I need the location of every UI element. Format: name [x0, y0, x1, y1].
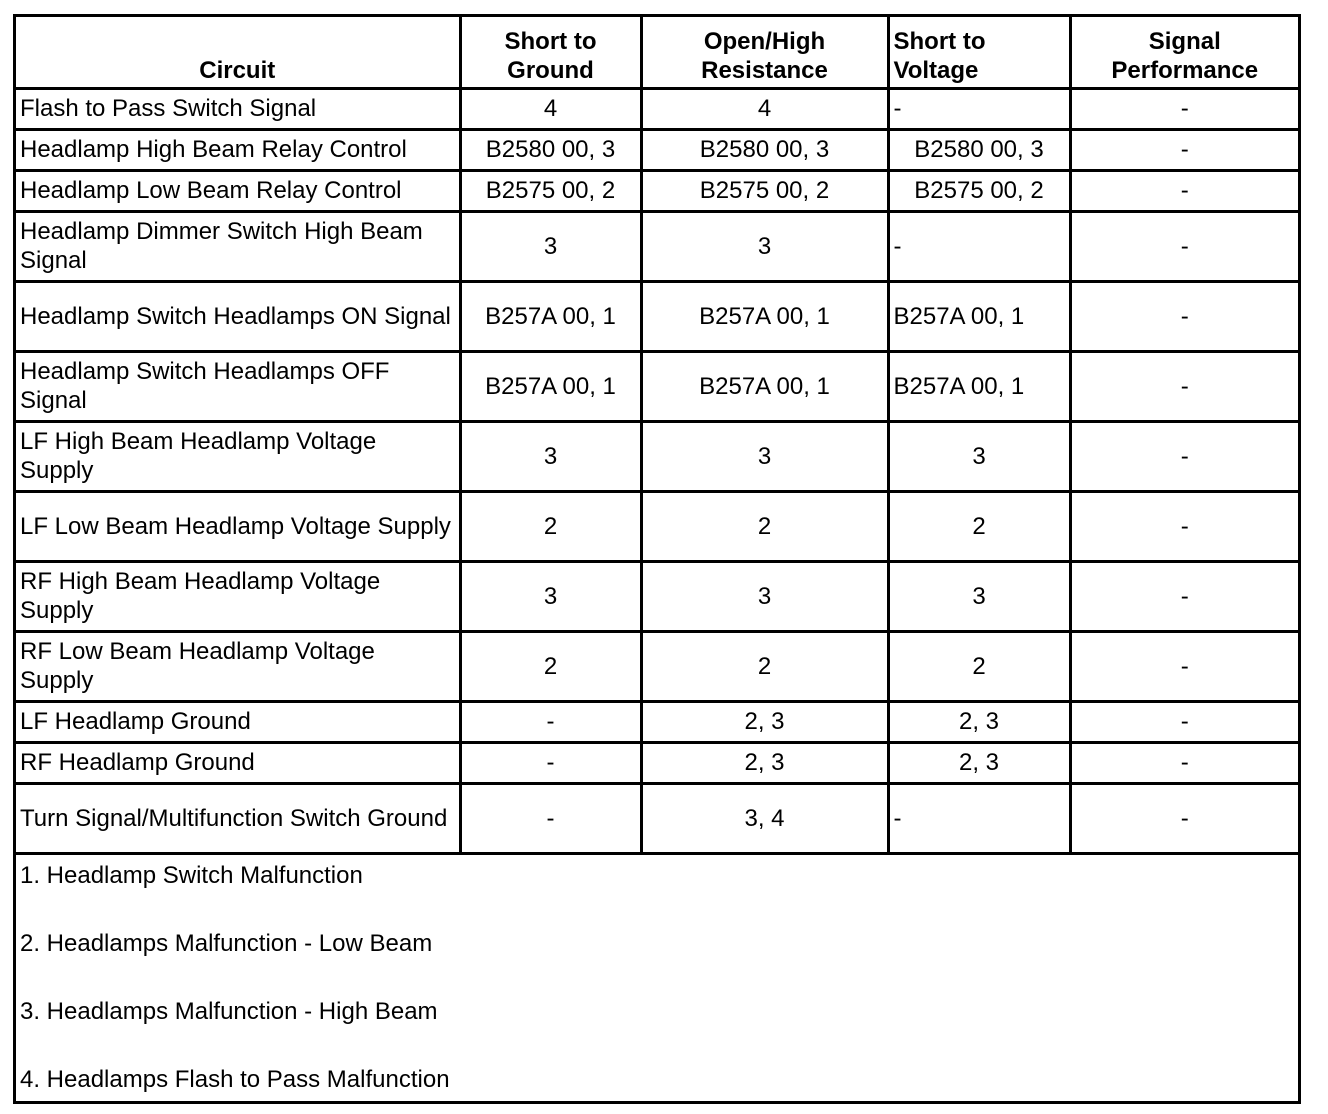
open-high-resistance-cell: 2: [641, 631, 888, 701]
footnote: 3. Headlamps Malfunction - High Beam: [20, 997, 438, 1025]
open-high-resistance-cell: B2580 00, 3: [641, 129, 888, 170]
open-high-resistance-cell: 2, 3: [641, 742, 888, 783]
open-high-resistance-cell: 3, 4: [641, 783, 888, 853]
short-to-voltage-cell: B257A 00, 1: [888, 351, 1070, 421]
open-high-resistance-cell: 4: [641, 88, 888, 129]
short-to-voltage-cell: -: [888, 88, 1070, 129]
table-row: [16, 631, 1298, 701]
short-to-voltage-cell: 2: [888, 491, 1070, 561]
circuit-cell: RF Headlamp Ground: [16, 742, 460, 783]
short-to-ground-cell: -: [460, 783, 641, 853]
short-to-voltage-cell: B257A 00, 1: [888, 281, 1070, 351]
open-high-resistance-cell: 3: [641, 211, 888, 281]
signal-performance-cell: -: [1070, 211, 1298, 281]
table-row: [16, 281, 1298, 351]
signal-performance-cell: -: [1070, 351, 1298, 421]
circuit-cell: RF High Beam Headlamp Voltage Supply: [16, 561, 460, 631]
short-to-voltage-cell: 3: [888, 421, 1070, 491]
table-row: [16, 170, 1298, 211]
header-circuit: Circuit: [16, 17, 460, 88]
signal-performance-cell: -: [1070, 421, 1298, 491]
table-row: [16, 88, 1298, 129]
header-signal-performance: Signal Performance: [1070, 17, 1298, 88]
short-to-ground-cell: B2580 00, 3: [460, 129, 641, 170]
open-high-resistance-cell: B257A 00, 1: [641, 281, 888, 351]
short-to-voltage-cell: B2575 00, 2: [888, 170, 1070, 211]
open-high-resistance-cell: 3: [641, 561, 888, 631]
table-row: [16, 742, 1298, 783]
circuit-cell: Headlamp Low Beam Relay Control: [16, 170, 460, 211]
short-to-ground-cell: B257A 00, 1: [460, 351, 641, 421]
signal-performance-cell: -: [1070, 281, 1298, 351]
table-header-row: [16, 17, 1298, 88]
signal-performance-cell: -: [1070, 170, 1298, 211]
circuit-cell: Turn Signal/Multifunction Switch Ground: [16, 783, 460, 853]
signal-performance-cell: -: [1070, 783, 1298, 853]
short-to-voltage-cell: 3: [888, 561, 1070, 631]
table-row: [16, 561, 1298, 631]
footnote: 2. Headlamps Malfunction - Low Beam: [20, 929, 433, 957]
short-to-ground-cell: 3: [460, 421, 641, 491]
footnote: 4. Headlamps Flash to Pass Malfunction: [20, 1065, 450, 1093]
short-to-voltage-cell: -: [888, 783, 1070, 853]
short-to-voltage-cell: B2580 00, 3: [888, 129, 1070, 170]
circuit-cell: Headlamp Dimmer Switch High Beam Signal: [16, 211, 460, 281]
table-row: [16, 701, 1298, 742]
signal-performance-cell: -: [1070, 742, 1298, 783]
short-to-ground-cell: 4: [460, 88, 641, 129]
header-open-high-resistance: Open/High Resistance: [641, 17, 888, 88]
signal-performance-cell: -: [1070, 631, 1298, 701]
circuit-cell: Flash to Pass Switch Signal: [16, 88, 460, 129]
circuit-diagnostic-table: [13, 14, 1301, 1104]
table-row: [16, 491, 1298, 561]
short-to-ground-cell: B2575 00, 2: [460, 170, 641, 211]
short-to-ground-cell: -: [460, 742, 641, 783]
table-row: [16, 421, 1298, 491]
circuit-table: [16, 17, 1298, 855]
signal-performance-cell: -: [1070, 491, 1298, 561]
signal-performance-cell: -: [1070, 129, 1298, 170]
open-high-resistance-cell: 3: [641, 421, 888, 491]
header-short-to-voltage: Short to Voltage: [888, 17, 1070, 88]
signal-performance-cell: -: [1070, 561, 1298, 631]
circuit-cell: Headlamp High Beam Relay Control: [16, 129, 460, 170]
short-to-ground-cell: 2: [460, 491, 641, 561]
short-to-ground-cell: 3: [460, 561, 641, 631]
footnotes: [16, 855, 1298, 1101]
circuit-cell: RF Low Beam Headlamp Voltage Supply: [16, 631, 460, 701]
short-to-voltage-cell: 2, 3: [888, 742, 1070, 783]
header-short-to-ground: Short to Ground: [460, 17, 641, 88]
footnote: 1. Headlamp Switch Malfunction: [20, 861, 363, 889]
open-high-resistance-cell: 2, 3: [641, 701, 888, 742]
short-to-ground-cell: 3: [460, 211, 641, 281]
short-to-ground-cell: -: [460, 701, 641, 742]
short-to-ground-cell: 2: [460, 631, 641, 701]
table-row: [16, 351, 1298, 421]
circuit-cell: LF Low Beam Headlamp Voltage Supply: [16, 491, 460, 561]
table-row: [16, 129, 1298, 170]
open-high-resistance-cell: 2: [641, 491, 888, 561]
signal-performance-cell: -: [1070, 701, 1298, 742]
circuit-cell: Headlamp Switch Headlamps OFF Signal: [16, 351, 460, 421]
open-high-resistance-cell: B257A 00, 1: [641, 351, 888, 421]
open-high-resistance-cell: B2575 00, 2: [641, 170, 888, 211]
table-row: [16, 783, 1298, 853]
circuit-cell: Headlamp Switch Headlamps ON Signal: [16, 281, 460, 351]
circuit-cell: LF Headlamp Ground: [16, 701, 460, 742]
short-to-voltage-cell: 2, 3: [888, 701, 1070, 742]
signal-performance-cell: -: [1070, 88, 1298, 129]
short-to-voltage-cell: -: [888, 211, 1070, 281]
short-to-ground-cell: B257A 00, 1: [460, 281, 641, 351]
table-row: [16, 211, 1298, 281]
circuit-cell: LF High Beam Headlamp Voltage Supply: [16, 421, 460, 491]
short-to-voltage-cell: 2: [888, 631, 1070, 701]
